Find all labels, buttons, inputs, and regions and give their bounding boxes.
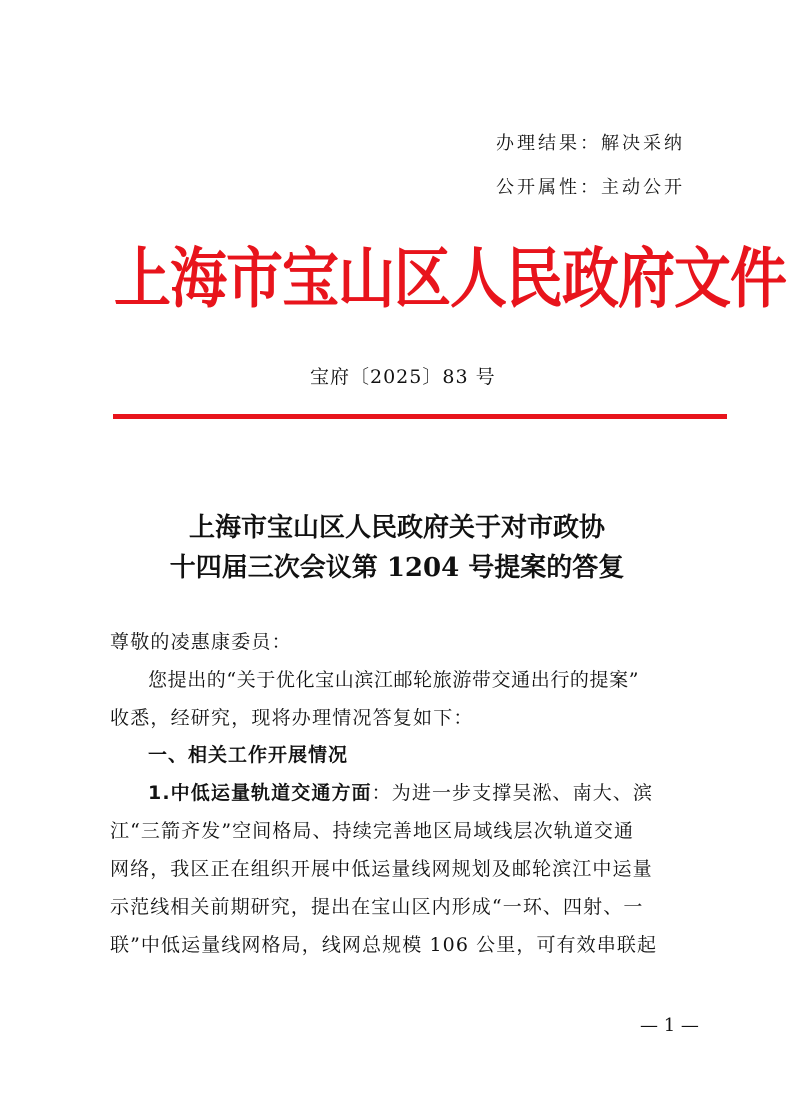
section-heading-1: 一、相关工作开展情况 — [148, 744, 349, 766]
paragraph-2-line-1-text: ：为进一步支撑吴淞、南大、滨 — [371, 782, 654, 804]
paragraph-2-line-1 — [148, 775, 687, 811]
paragraph-1-line-1: 您提出的“关于优化宝山滨江邮轮旅游带交通出行的提案” — [148, 669, 640, 691]
salutation: 尊敬的凌惠康委员： — [110, 631, 292, 653]
paragraph-2-line-2: 江“三箭齐发”空间格局、持续完善地区局域线层次轨道交通 — [110, 820, 635, 842]
document-number: 宝府〔2025〕83 号 — [310, 366, 496, 388]
paragraph-2-line-3: 网络，我区正在组织开展中低运量线网规划及邮轮滨江中运量 — [110, 858, 653, 880]
paragraph-2-line-5: 联”中低运量线网格局，线网总规模 106 公里，可有效串联起 — [110, 934, 658, 956]
disclosure-attribute: 公开属性：主动公开 — [496, 177, 685, 198]
document-masthead: 上海市宝山区人民政府文件 — [114, 240, 786, 317]
page-number: — 1 — — [640, 1015, 699, 1036]
paragraph-2-lead: 1.中低运量轨道交通方面 — [148, 782, 372, 804]
document-title-line-2: 十四届三次会议第 1204 号提案的答复 — [169, 553, 625, 583]
document-title-line-1: 上海市宝山区人民政府关于对市政协 — [188, 513, 605, 543]
paragraph-2-line-4: 示范线相关前期研究，提出在宝山区内形成“一环、四射、一 — [110, 896, 644, 918]
handling-result: 办理结果：解决采纳 — [496, 133, 685, 154]
paragraph-1-line-2: 收悉，经研究，现将办理情况答复如下： — [110, 707, 474, 729]
red-divider-line — [113, 414, 727, 419]
